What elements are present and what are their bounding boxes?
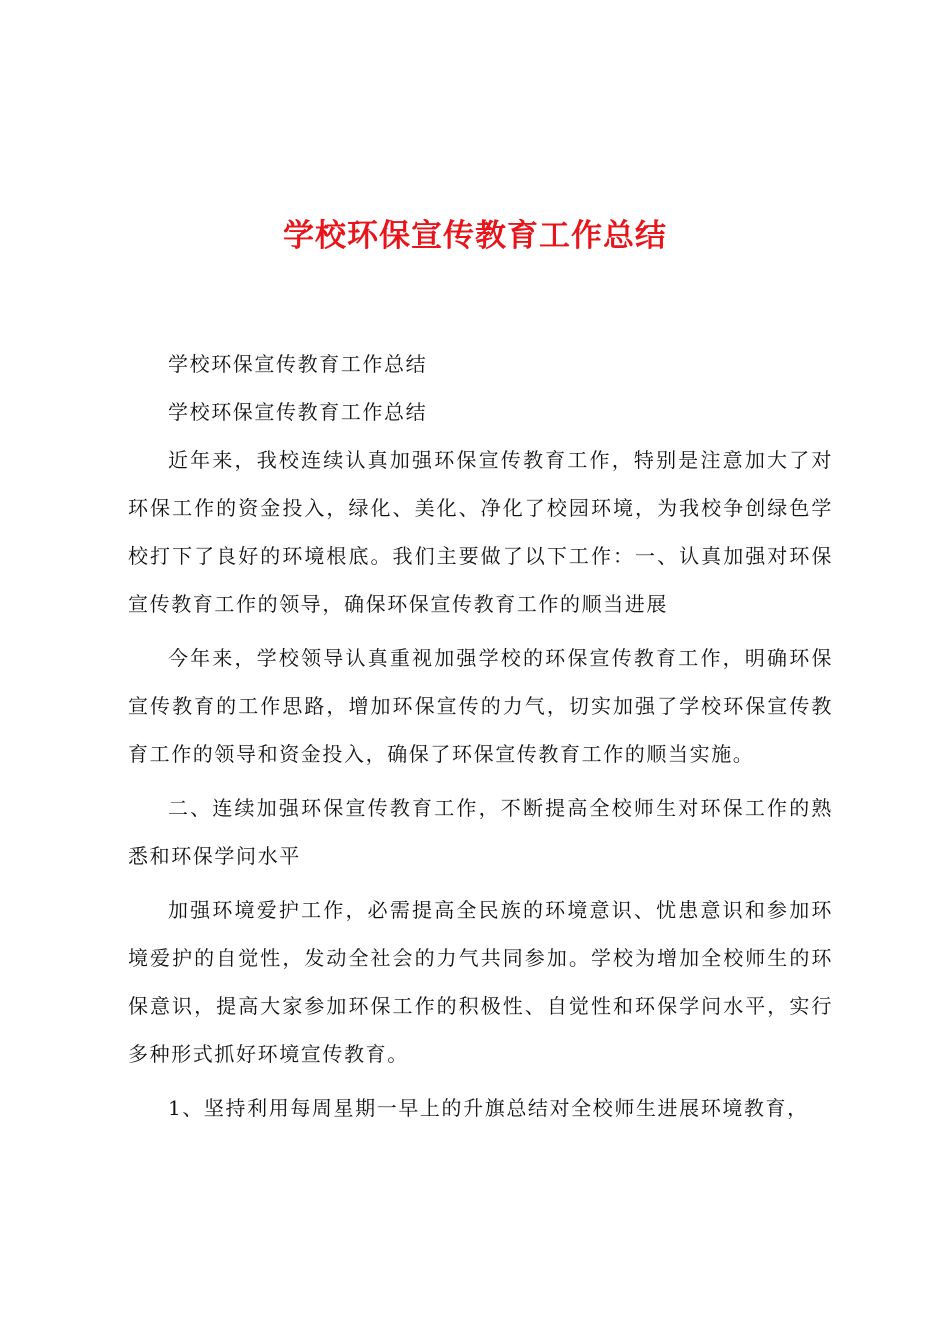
paragraph-item-1: 1、坚持利用每周星期一早上的升旗总结对全校师生进展环境教育， [168, 1096, 809, 1120]
paragraph-intro: 近年来，我校连续认真加强环保宣传教育工作，特别是注意加大了对环保工作的资金投入，绿化、美化、净化了校园环境，为我校争创绿色学校打下了良好的环境根底。我们主要做了以下工作：一、认真加强对环保宣传教育工作的领导，确保环保宣传教育工作的顺当进展 [128, 448, 833, 616]
document-title: 学校环保宣传教育工作总结 [283, 218, 667, 254]
document-body [128, 340, 833, 1132]
paragraph-subtitle-1: 学校环保宣传教育工作总结 [168, 352, 428, 376]
paragraph-leadership: 今年来，学校领导认真重视加强学校的环保宣传教育工作，明确环保宣传教育的工作思路，增加环保宣传的力气，切实加强了学校环保宣传教育工作的领导和资金投入，确保了环保宣传教育工作的顺当实施。 [128, 646, 833, 766]
paragraph-awareness: 加强环境爱护工作，必需提高全民族的环境意识、忧患意识和参加环境爱护的自觉性，发动全社会的力气共同参加。学校为增加全校师生的环保意识，提高大家参加环保工作的积极性、自觉性和环保学问水平，实行多种形式抓好环境宣传教育。 [128, 898, 833, 1066]
paragraph-subtitle-2: 学校环保宣传教育工作总结 [168, 400, 428, 424]
paragraph-section-two-heading: 二、连续加强环保宣传教育工作，不断提高全校师生对环保工作的熟悉和环保学问水平 [128, 796, 833, 868]
